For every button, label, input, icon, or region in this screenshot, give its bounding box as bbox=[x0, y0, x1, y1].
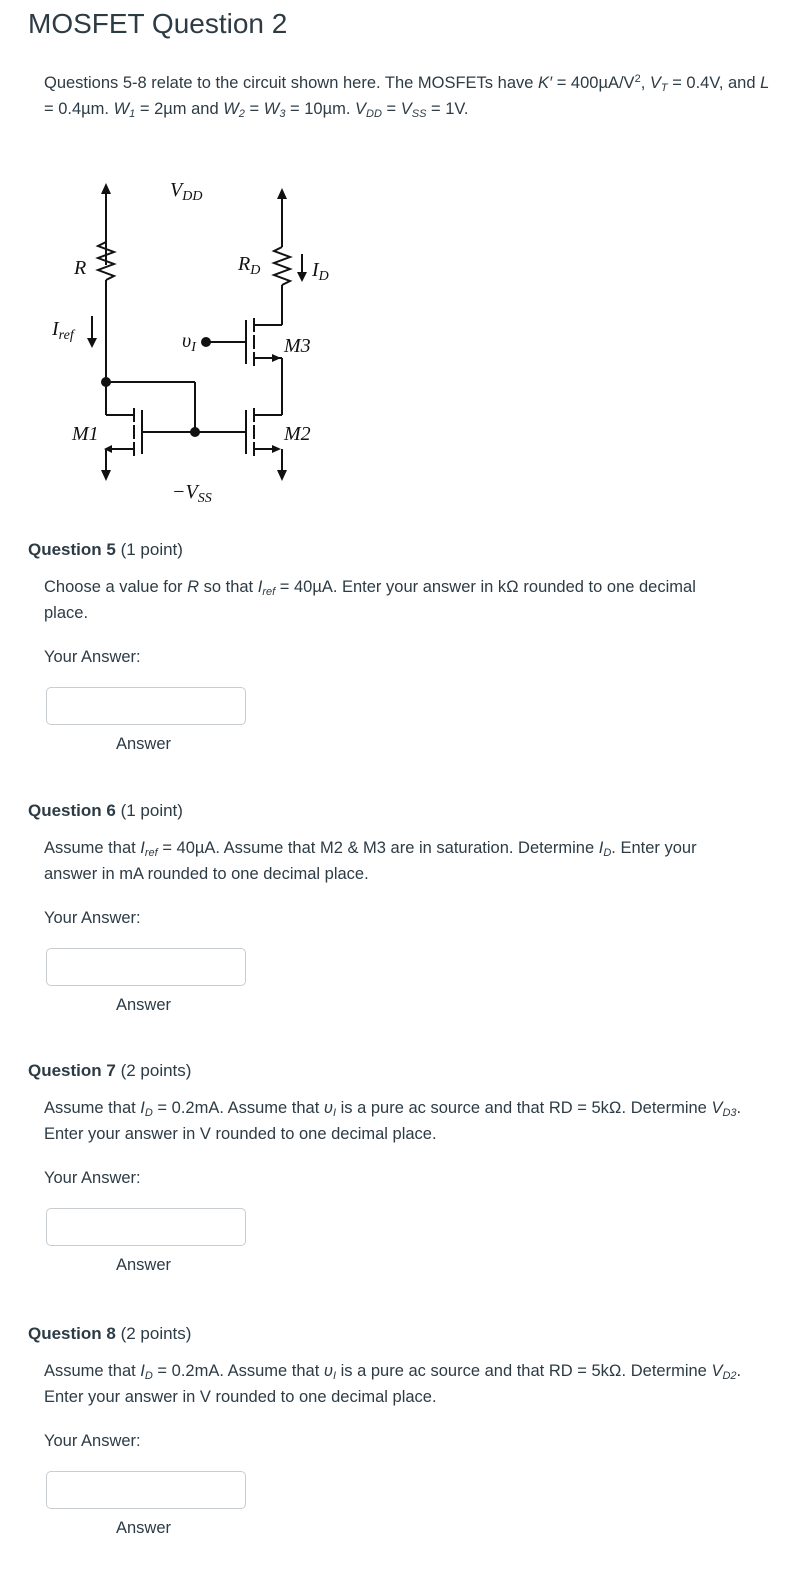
question-heading: Question 5 (1 point) bbox=[28, 540, 183, 559]
question-text: Assume that $I_D = 0.2mA$. Assume that $\upsilon_I$ is a pure ac source and that RD = 5kΩ. Determine $V_{D2}$. Enter your answer in V rounded to one decimal place. bbox=[44, 1362, 742, 1406]
m2-down-arrow bbox=[277, 470, 287, 481]
answer-caption: Answer bbox=[116, 996, 172, 1014]
intro-paragraph: Questions 5-8 relate to the circuit shown here. The MOSFETs have $K' = 400\mu A/V^2$, $V_T = 0.4V$, and L = 0.4µm. $W_1 = 2\mu m$ and $W_2 = W_3 = 10\mu m$. $V_{DD} = V_{SS} = 1V$. bbox=[44, 73, 770, 120]
iref-label: $I_{ref}$ bbox=[52, 318, 74, 343]
m2-label: M2 bbox=[284, 423, 311, 445]
answer-input-q5[interactable] bbox=[46, 687, 246, 725]
node-dot-gate bbox=[190, 427, 200, 437]
rd-label: $R_D$ bbox=[238, 253, 261, 278]
answer-caption: Answer bbox=[116, 1256, 172, 1274]
m2-source-arrow bbox=[272, 445, 281, 453]
question-heading: Question 7 (2 points) bbox=[28, 1061, 192, 1080]
circuit-diagram bbox=[40, 170, 360, 515]
answer-input-q6[interactable] bbox=[46, 948, 246, 986]
resistor-rd bbox=[274, 247, 290, 285]
left-supply-arrow bbox=[101, 183, 111, 194]
question-5 bbox=[28, 540, 788, 754]
node-dot-m1-drain bbox=[101, 377, 111, 387]
question-text: Assume that $I_{ref} = 40\mu A$. Assume that M2 & M3 are in saturation. Determine $I_D$. Enter your answer in mA rounded to one decimal place. bbox=[44, 839, 697, 883]
answer-caption: Answer bbox=[116, 735, 172, 753]
question-6 bbox=[28, 801, 788, 1015]
answer-caption: Answer bbox=[116, 1519, 172, 1537]
your-answer-label: Your Answer: bbox=[44, 1432, 141, 1450]
id-arrow bbox=[297, 272, 307, 282]
question-text: Choose a value for R so that $I_{ref} = 40\mu A$. Enter your answer in kΩ rounded to one decimal place. bbox=[44, 578, 696, 622]
right-supply-arrow bbox=[277, 188, 287, 199]
id-label: $I_D$ bbox=[312, 259, 329, 284]
answer-input-q7[interactable] bbox=[46, 1208, 246, 1246]
node-dot-vi bbox=[201, 337, 211, 347]
m3-source-arrow bbox=[272, 354, 281, 362]
m1-down-arrow bbox=[101, 470, 111, 481]
vi-label: $\upsilon_I$ bbox=[182, 330, 196, 355]
question-heading: Question 6 (1 point) bbox=[28, 801, 183, 820]
question-text: Assume that $I_D = 0.2mA$. Assume that $\upsilon_I$ is a pure ac source and that RD = 5kΩ. Determine $V_{D3}$. Enter your answer in V rounded to one decimal place. bbox=[44, 1099, 742, 1143]
r-label: R bbox=[74, 257, 87, 279]
your-answer-label: Your Answer: bbox=[44, 1169, 141, 1187]
m3-label: M3 bbox=[284, 335, 311, 357]
vdd-label: $V_{DD}$ bbox=[170, 179, 203, 204]
your-answer-label: Your Answer: bbox=[44, 648, 141, 666]
question-8 bbox=[28, 1324, 788, 1538]
iref-arrow bbox=[87, 338, 97, 348]
page-title: MOSFET Question 2 bbox=[28, 8, 288, 39]
question-7 bbox=[28, 1061, 788, 1275]
vss-label: $-V_{SS}$ bbox=[172, 481, 212, 506]
your-answer-label: Your Answer: bbox=[44, 909, 141, 927]
question-heading: Question 8 (2 points) bbox=[28, 1324, 192, 1343]
m1-label: M1 bbox=[72, 423, 99, 445]
answer-input-q8[interactable] bbox=[46, 1471, 246, 1509]
